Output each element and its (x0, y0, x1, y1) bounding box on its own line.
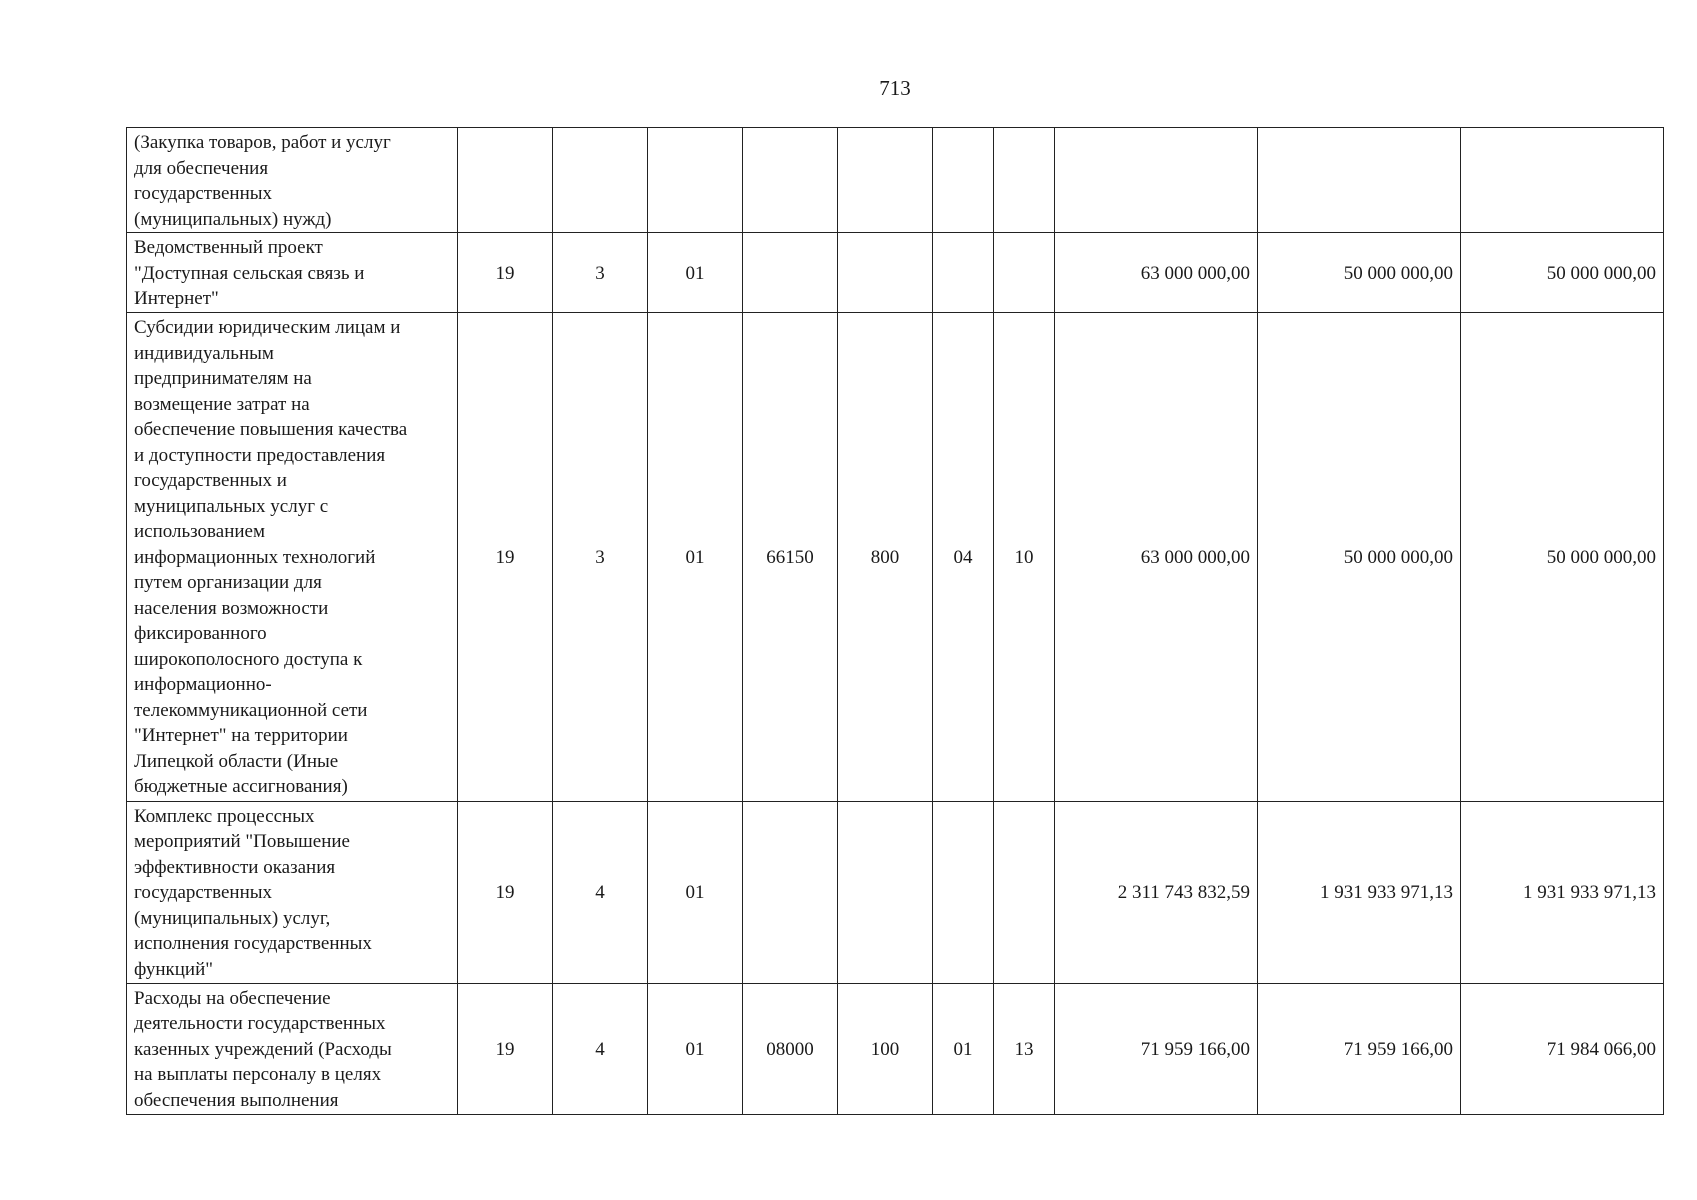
code-cell (743, 233, 838, 313)
code-cell: 3 (553, 233, 648, 313)
amount-cell: 2 311 743 832,59 (1055, 801, 1258, 983)
row-description: Ведомственный проект "Доступная сельская связь и Интернет" (127, 233, 458, 313)
amount-cell: 1 931 933 971,13 (1461, 801, 1664, 983)
code-cell: 01 (648, 801, 743, 983)
amount-cell: 71 959 166,00 (1258, 983, 1461, 1114)
code-cell (838, 233, 933, 313)
table-row (127, 233, 1664, 313)
code-cell: 19 (458, 983, 553, 1114)
code-cell (994, 801, 1055, 983)
page-number: 713 (879, 76, 911, 100)
code-cell: 01 (648, 233, 743, 313)
code-cell (743, 128, 838, 233)
code-cell: 13 (994, 983, 1055, 1114)
code-cell: 19 (458, 312, 553, 801)
code-cell (743, 801, 838, 983)
code-cell (994, 233, 1055, 313)
code-cell (838, 801, 933, 983)
table-row (127, 801, 1664, 983)
amount-cell: 50 000 000,00 (1258, 233, 1461, 313)
amount-cell: 50 000 000,00 (1461, 233, 1664, 313)
amount-cell: 1 931 933 971,13 (1258, 801, 1461, 983)
code-cell: 66150 (743, 312, 838, 801)
code-cell: 3 (553, 312, 648, 801)
code-cell: 01 (933, 983, 994, 1114)
code-cell: 10 (994, 312, 1055, 801)
code-cell (553, 128, 648, 233)
row-description: Расходы на обеспечение деятельности государственных казенных учреждений (Расходы на выплаты персоналу в целях обеспечения выполнения (127, 983, 458, 1114)
code-cell: 19 (458, 801, 553, 983)
code-cell: 100 (838, 983, 933, 1114)
amount-cell: 71 984 066,00 (1461, 983, 1664, 1114)
table-row (127, 983, 1664, 1114)
code-cell (648, 128, 743, 233)
code-cell (933, 128, 994, 233)
code-cell: 19 (458, 233, 553, 313)
code-cell: 01 (648, 312, 743, 801)
code-cell: 800 (838, 312, 933, 801)
amount-cell: 50 000 000,00 (1461, 312, 1664, 801)
code-cell: 08000 (743, 983, 838, 1114)
amount-cell: 50 000 000,00 (1258, 312, 1461, 801)
amount-cell: 63 000 000,00 (1055, 233, 1258, 313)
code-cell: 4 (553, 983, 648, 1114)
row-description: (Закупка товаров, работ и услуг для обеспечения государственных (муниципальных) нужд) (127, 128, 458, 233)
code-cell (933, 801, 994, 983)
table-row (127, 128, 1664, 233)
amount-cell: 71 959 166,00 (1055, 983, 1258, 1114)
amount-cell (1461, 128, 1664, 233)
amount-cell (1055, 128, 1258, 233)
amount-cell: 63 000 000,00 (1055, 312, 1258, 801)
row-description: Комплекс процессных мероприятий "Повышение эффективности оказания государственных (муниципальных) услуг, исполнения государственных функций" (127, 801, 458, 983)
code-cell: 4 (553, 801, 648, 983)
table-row (127, 312, 1664, 801)
row-description: Субсидии юридическим лицам и индивидуальным предпринимателям на возмещение затрат на обеспечение повышения качества и доступности предоставления государственных и муниципальных услуг с использованием информационных технологий путем организации для населения возможности фиксированного широкополосного доступа к информационно- телекоммуникационной сети "Интернет" на территории Липецкой области (Иные бюджетные ассигнования) (127, 312, 458, 801)
budget-table (126, 127, 1664, 1115)
code-cell (994, 128, 1055, 233)
amount-cell (1258, 128, 1461, 233)
code-cell (838, 128, 933, 233)
code-cell (933, 233, 994, 313)
code-cell: 04 (933, 312, 994, 801)
code-cell: 01 (648, 983, 743, 1114)
code-cell (458, 128, 553, 233)
